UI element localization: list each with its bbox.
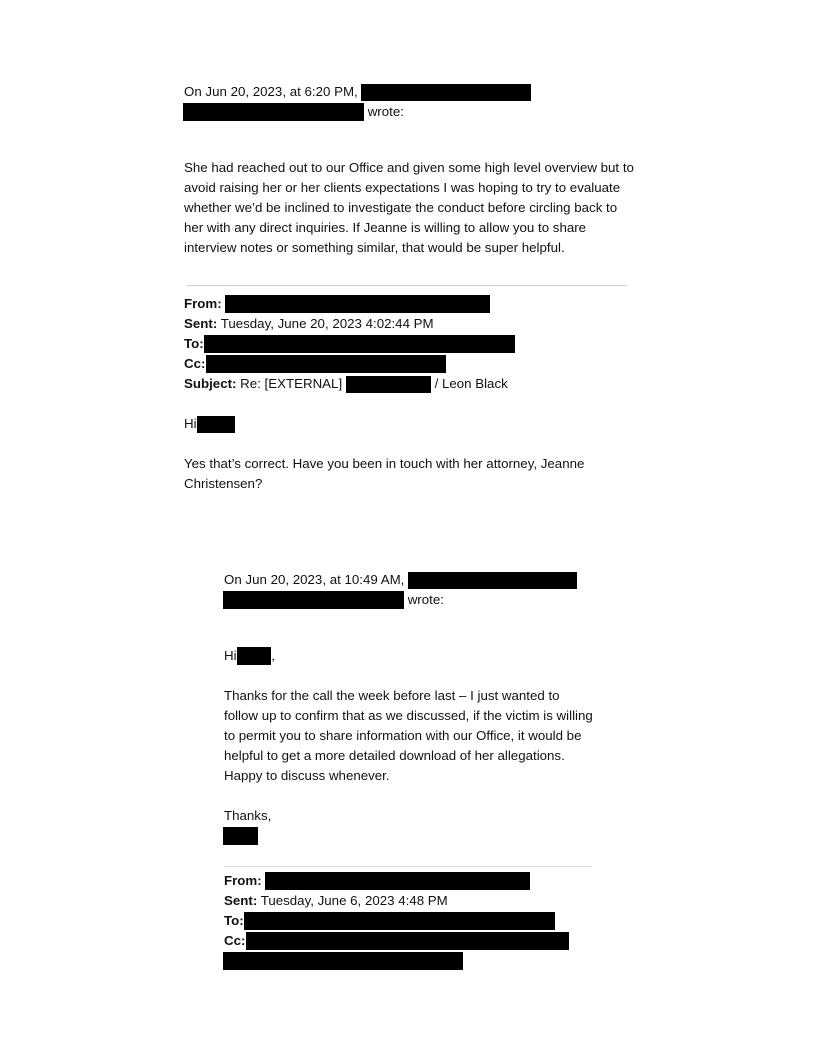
redaction-block bbox=[197, 416, 235, 433]
redaction-block bbox=[265, 872, 530, 890]
cc-label: Cc: bbox=[224, 933, 246, 948]
sent-line-2 bbox=[224, 891, 448, 911]
to-line-2 bbox=[224, 911, 555, 931]
redaction-block bbox=[204, 335, 515, 353]
cc-continuation bbox=[223, 951, 463, 971]
wrote-suffix: wrote: bbox=[367, 104, 404, 119]
greeting-line-3 bbox=[224, 646, 275, 666]
redaction-block bbox=[346, 376, 431, 393]
wrote-prefix: On Jun 20, 2023, at 6:20 PM, bbox=[184, 84, 358, 99]
divider bbox=[186, 285, 627, 286]
subject-line bbox=[184, 374, 508, 394]
subject-suffix: / Leon Black bbox=[434, 376, 508, 391]
greeting: Hi bbox=[184, 416, 197, 431]
email-body-3: Thanks for the call the week before last – I just wanted to follow up to confirm that as we discussed, if the victim is willing to permit you to share information with our Office, it would be helpful to get a more detailed download of her allegations. Happy to discuss whenever. bbox=[224, 688, 593, 783]
wrote-line-1 bbox=[184, 82, 531, 102]
to-label: To: bbox=[184, 336, 204, 351]
redaction-block bbox=[225, 295, 490, 313]
redaction-block bbox=[408, 572, 577, 589]
sent-label: Sent: bbox=[224, 893, 258, 908]
wrote-suffix: wrote: bbox=[407, 592, 444, 607]
sent-value: Tuesday, June 20, 2023 4:02:44 PM bbox=[220, 316, 434, 331]
divider bbox=[224, 866, 592, 867]
wrote-line-3b bbox=[223, 590, 444, 610]
cc-label: Cc: bbox=[184, 356, 206, 371]
greeting-line-2 bbox=[184, 414, 235, 434]
sent-value: Tuesday, June 6, 2023 4:48 PM bbox=[260, 893, 448, 908]
signature-line bbox=[223, 826, 258, 846]
subject-label: Subject: bbox=[184, 376, 237, 391]
cc-line-2 bbox=[224, 931, 569, 951]
from-line bbox=[184, 294, 490, 314]
redaction-block bbox=[244, 912, 555, 930]
wrote-line-3 bbox=[224, 570, 577, 590]
email-body-2: Yes that’s correct. Have you been in touch with her attorney, Jeanne Christensen? bbox=[184, 456, 585, 491]
from-label: From: bbox=[184, 296, 222, 311]
subject-prefix: Re: [EXTERNAL] bbox=[240, 376, 343, 391]
redaction-block bbox=[361, 84, 531, 101]
from-label: From: bbox=[224, 873, 262, 888]
sent-label: Sent: bbox=[184, 316, 218, 331]
wrote-line-1b bbox=[183, 102, 404, 122]
sent-line bbox=[184, 314, 434, 334]
signoff-line bbox=[224, 806, 271, 826]
redaction-block bbox=[237, 647, 271, 665]
redaction-block bbox=[223, 827, 258, 845]
cc-line bbox=[184, 354, 446, 374]
redaction-block bbox=[183, 103, 364, 121]
from-line-2 bbox=[224, 871, 530, 891]
wrote-prefix: On Jun 20, 2023, at 10:49 AM, bbox=[224, 572, 405, 587]
to-line bbox=[184, 334, 515, 354]
redaction-block bbox=[223, 591, 404, 609]
signoff: Thanks, bbox=[224, 808, 272, 823]
greeting-comma: , bbox=[271, 648, 275, 663]
redaction-block bbox=[223, 952, 463, 970]
redaction-block bbox=[246, 932, 569, 950]
redaction-block bbox=[206, 355, 446, 373]
greeting: Hi bbox=[224, 648, 237, 663]
email-body-1: She had reached out to our Office and given some high level overview but to avoid raising her or her clients expectations I was hoping to try to evaluate whether we’d be inclined to investigate the conduct before circling back to her with any direct inquiries. If Jeanne is willing to allow you to share interview notes or something similar, that would be super helpful. bbox=[184, 160, 634, 255]
to-label: To: bbox=[224, 913, 244, 928]
